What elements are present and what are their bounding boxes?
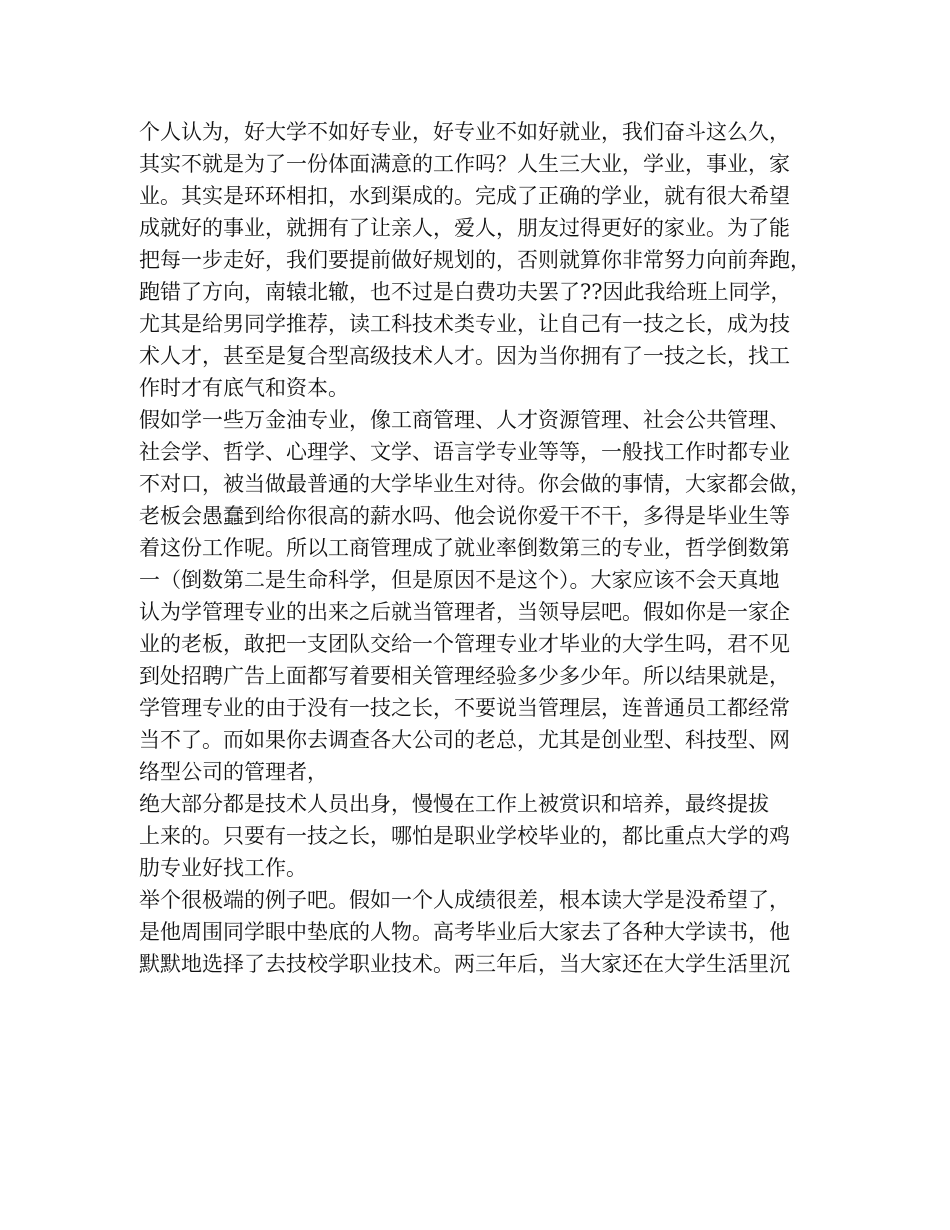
text-line: 到处招聘广告上面都写着要相关管理经验多少多少年。所以结果就是， [139, 664, 790, 688]
text-line: 把每一步走好，我们要提前做好规划的，否则就算你非常努力向前奔跑， [139, 248, 811, 272]
text-line: 老板会愚蠢到给你很高的薪水吗、他会说你爱干不干，多得是毕业生等 [139, 504, 790, 528]
text-line: 上来的。只要有一技之长，哪怕是职业学校毕业的，都比重点大学的鸡 [139, 824, 790, 848]
text-line: 其实不就是为了一份体面满意的工作吗？人生三大业，学业，事业，家 [139, 152, 790, 176]
text-line: 着这份工作呢。所以工商管理成了就业率倒数第三的专业，哲学倒数第 [139, 536, 790, 560]
text-line: 不对口，被当做最普通的大学毕业生对待。你会做的事情，大家都会做， [139, 472, 811, 496]
text-line: 络型公司的管理者， [139, 760, 328, 784]
text-line: 社会学、哲学、心理学、文学、语言学专业等等，一般找工作时都专业 [139, 440, 790, 464]
text-line: 业的老板，敢把一支团队交给一个管理专业才毕业的大学生吗，君不见 [139, 632, 790, 656]
text-line: 肋专业好找工作。 [139, 856, 307, 880]
text-line: 跑错了方向，南辕北辙，也不过是白费功夫罢了??因此我给班上同学， [139, 280, 792, 304]
text-line: 成就好的事业，就拥有了让亲人，爱人，朋友过得更好的家业。为了能 [139, 216, 790, 240]
text-line: 学管理专业的由于没有一技之长，不要说当管理层，连普通员工都经常 [139, 696, 790, 720]
text-line: 假如学一些万金油专业，像工商管理、人才资源管理、社会公共管理、 [139, 408, 790, 432]
text-line: 作时才有底气和资本。 [139, 376, 349, 400]
text-line: 认为学管理专业的出来之后就当管理者，当领导层吧。假如你是一家企 [139, 600, 790, 624]
text-line: 默默地选择了去技校学职业技术。两三年后，当大家还在大学生活里沉 [139, 952, 790, 976]
text-line: 绝大部分都是技术人员出身，慢慢在工作上被赏识和培养，最终提拔 [139, 792, 769, 816]
text-line: 举个很极端的例子吧。假如一个人成绩很差，根本读大学是没希望了， [139, 888, 790, 912]
text-line: 一（倒数第二是生命科学，但是原因不是这个）。大家应该不会天真地 [139, 568, 780, 592]
paragraph-4 [139, 884, 839, 980]
text-line: 业。其实是环环相扣，水到渠成的。完成了正确的学业，就有很大希望 [139, 184, 790, 208]
paragraph-3 [139, 788, 839, 884]
document-body [139, 116, 839, 980]
text-line: 当不了。而如果你去调查各大公司的老总，尤其是创业型、科技型、网 [139, 728, 790, 752]
text-line: 术人才，甚至是复合型高级技术人才。因为当你拥有了一技之长，找工 [139, 344, 790, 368]
text-line: 尤其是给男同学推荐，读工科技术类专业，让自己有一技之长，成为技 [139, 312, 790, 336]
text-line: 个人认为，好大学不如好专业，好专业不如好就业，我们奋斗这么久， [139, 120, 790, 144]
paragraph-1 [139, 116, 839, 404]
text-line: 是他周围同学眼中垫底的人物。高考毕业后大家去了各种大学读书，他 [139, 920, 790, 944]
paragraph-2 [139, 404, 839, 788]
